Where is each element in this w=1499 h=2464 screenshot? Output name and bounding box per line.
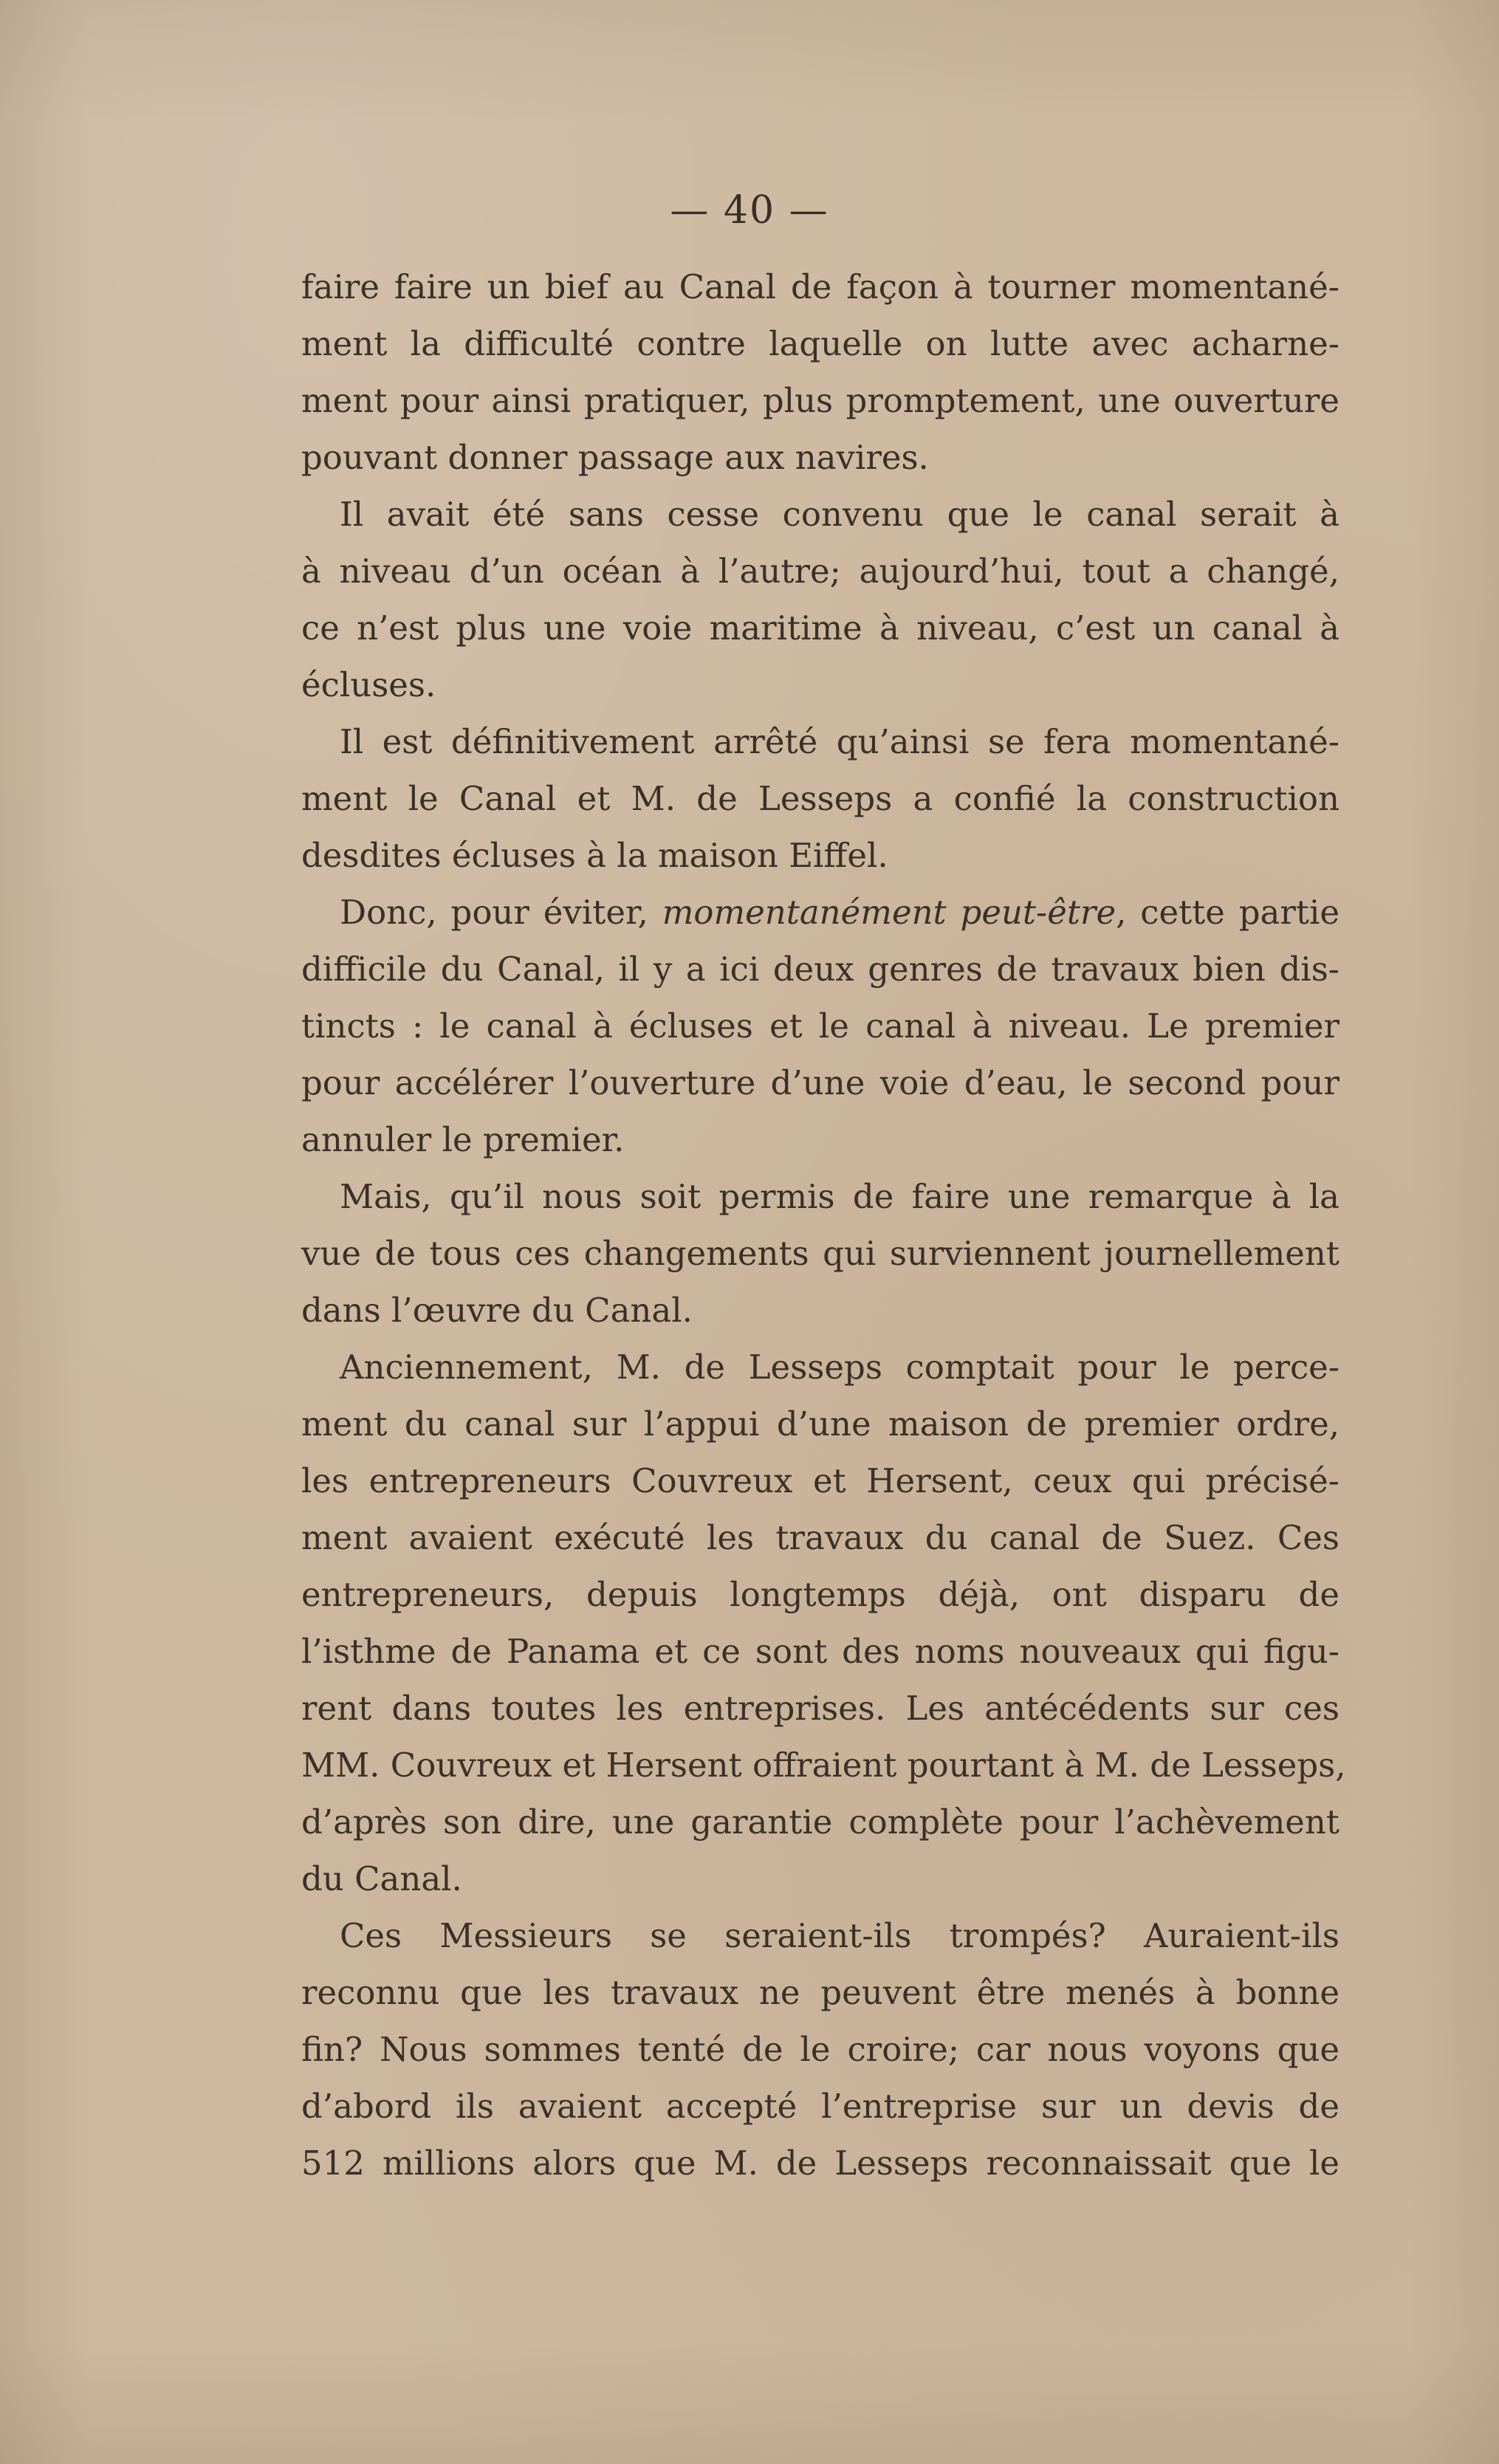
- text-line: ment avaient exécuté les travaux du canal de Suez. Ces: [301, 1518, 1340, 1557]
- paragraph-4: [301, 884, 1340, 1168]
- text-line: MM. Couvreux et Hersent offraient pourtant à M. de Lesseps,: [301, 1746, 1346, 1785]
- text-line: reconnu que les travaux ne peuvent être menés à bonne: [301, 1973, 1340, 2012]
- text-line: d’après son dire, une garantie complète pour l’achèvement: [301, 1802, 1340, 1842]
- text-line: ment la difficulté contre laquelle on lutte avec acharne-: [301, 324, 1340, 363]
- text-line: l’isthme de Panama et ce sont des noms nouveaux qui figu-: [301, 1632, 1340, 1671]
- text-line: rent dans toutes les entreprises. Les antécédents sur ces: [301, 1689, 1340, 1728]
- text-run: , cette partie: [1116, 893, 1340, 932]
- body-text: [301, 258, 1346, 2192]
- text-line: annuler le premier.: [301, 1120, 625, 1159]
- text-line: pour accélérer l’ouverture d’une voie d’eau, le second pour: [301, 1063, 1340, 1102]
- text-line: ment pour ainsi pratiquer, plus promptement, une ouverture: [301, 381, 1340, 420]
- text-line: vue de tous ces changements qui surviennent journellement: [301, 1234, 1340, 1273]
- text-line-with-italic: [301, 884, 1340, 941]
- text-line: entrepreneurs, depuis longtemps déjà, ont disparu de: [301, 1575, 1340, 1614]
- text-line: ment le Canal et M. de Lesseps a confié la construction: [301, 779, 1340, 818]
- paragraph-5: [301, 1168, 1340, 1339]
- text-line: Mais, qu’il nous soit permis de faire une remarque à la: [340, 1177, 1340, 1216]
- text-line: faire faire un bief au Canal de façon à tourner momentané-: [301, 267, 1340, 306]
- page-number-header: — 40 —: [670, 188, 829, 233]
- paragraph-6: [301, 1339, 1346, 1907]
- paragraph-2: [301, 486, 1340, 713]
- text-line: à niveau d’un océan à l’autre; aujourd’hui, tout a changé,: [301, 552, 1340, 591]
- text-line: Il avait été sans cesse convenu que le canal serait à: [340, 495, 1340, 534]
- text-line: Il est définitivement arrêté qu’ainsi se fera momentané-: [340, 722, 1340, 761]
- text-run: Donc, pour éviter,: [340, 893, 662, 932]
- text-line: dans l’œuvre du Canal.: [301, 1291, 693, 1330]
- text-line: ce n’est plus une voie maritime à niveau, c’est un canal à: [301, 608, 1340, 648]
- italic-text-run: momentanément peut-être: [662, 893, 1116, 932]
- text-line: écluses.: [301, 665, 436, 704]
- text-line: pouvant donner passage aux navires.: [301, 438, 929, 477]
- paragraph-1: [301, 258, 1340, 486]
- paragraph-7: [301, 1907, 1340, 2192]
- text-line: fin? Nous sommes tenté de le croire; car nous voyons que: [301, 2030, 1340, 2069]
- text-line: du Canal.: [301, 1859, 462, 1898]
- text-line: les entrepreneurs Couvreux et Hersent, ceux qui précisé-: [301, 1461, 1340, 1500]
- text-line: Ces Messieurs se seraient-ils trompés? Auraient-ils: [340, 1916, 1340, 1955]
- paragraph-3: [301, 713, 1340, 884]
- text-line: desdites écluses à la maison Eiffel.: [301, 836, 888, 875]
- text-line: ment du canal sur l’appui d’une maison de premier ordre,: [301, 1404, 1340, 1444]
- text-line: difficile du Canal, il y a ici deux genres de travaux bien dis-: [301, 950, 1340, 989]
- text-line: Anciennement, M. de Lesseps comptait pour le perce-: [340, 1348, 1340, 1387]
- text-line: tincts : le canal à écluses et le canal à niveau. Le premier: [301, 1006, 1340, 1046]
- text-line: 512 millions alors que M. de Lesseps reconnaissait que le: [301, 2144, 1340, 2183]
- text-line: d’abord ils avaient accepté l’entreprise sur un devis de: [301, 2087, 1340, 2126]
